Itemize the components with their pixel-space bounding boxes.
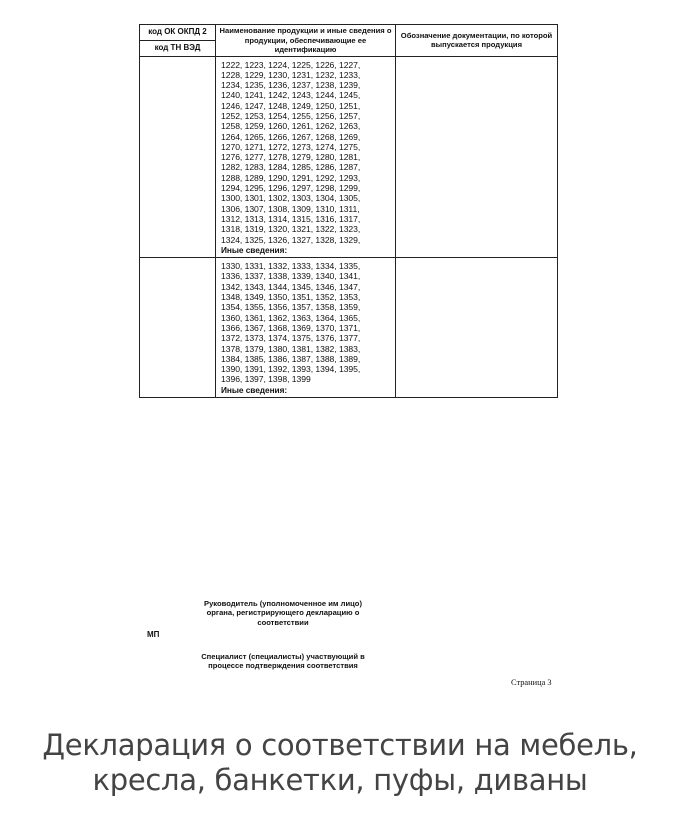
documentation-cell <box>396 56 558 258</box>
product-codes-line: 1234, 1235, 1236, 1237, 1238, 1239, <box>221 80 361 91</box>
table-row <box>140 56 558 258</box>
product-codes-line: 1378, 1379, 1380, 1381, 1382, 1383, <box>221 343 361 354</box>
product-codes-line: 1366, 1367, 1368, 1369, 1370, 1371, <box>221 322 361 333</box>
product-codes-line: 1306, 1307, 1308, 1309, 1310, 1311, <box>221 203 360 214</box>
stamp-label: МП <box>147 630 160 639</box>
head-signature-label <box>178 599 388 627</box>
head-signature-line2: органа, регистрирующего декларацию о <box>206 608 360 618</box>
product-codes-line: 1222, 1223, 1224, 1225, 1226, 1227, <box>221 59 361 70</box>
caption-line1: Декларация о соответствии на мебель, <box>42 728 638 762</box>
table-row <box>140 258 558 398</box>
head-signature-line3: соответствии <box>257 617 309 627</box>
product-codes-line: 1390, 1391, 1392, 1393, 1394, 1395, <box>221 364 361 375</box>
product-codes-line: 1312, 1313, 1314, 1315, 1316, 1317, <box>221 213 361 224</box>
product-codes-line: 1372, 1373, 1374, 1375, 1376, 1377, <box>221 333 361 344</box>
code-cell <box>140 258 216 398</box>
specialist-signature-line2: процессе подтверждения соответствия <box>208 661 358 671</box>
header-code-okpd: код ОК ОКПД 2 <box>140 25 216 41</box>
product-codes-line: 1354, 1355, 1356, 1357, 1358, 1359, <box>221 302 361 313</box>
product-codes-line: 1336, 1337, 1338, 1339, 1340, 1341, <box>221 271 361 282</box>
product-codes-line: 1294, 1295, 1296, 1297, 1298, 1299, <box>221 183 361 194</box>
page-number: Страница 3 <box>511 678 552 687</box>
header-code-tnved: код ТН ВЭД <box>140 40 216 56</box>
product-codes-line: 1348, 1349, 1350, 1351, 1352, 1353, <box>221 292 361 303</box>
product-codes-line: 1342, 1343, 1344, 1345, 1346, 1347, <box>221 281 361 292</box>
other-info-label: Иные сведения: <box>221 244 288 255</box>
caption <box>0 728 680 798</box>
product-codes-line: 1270, 1271, 1272, 1273, 1274, 1275, <box>221 141 361 152</box>
specialist-signature-label <box>176 652 390 671</box>
product-codes-line: 1300, 1301, 1302, 1303, 1304, 1305, <box>221 193 361 204</box>
header-documentation: Обозначение документации, по которой выпускается продукция <box>396 25 558 57</box>
product-codes-line: 1318, 1319, 1320, 1321, 1322, 1323, <box>221 224 361 235</box>
caption-line2: кресла, банкетки, пуфы, диваны <box>92 763 588 797</box>
product-codes-line: 1252, 1253, 1254, 1255, 1256, 1257, <box>221 110 361 121</box>
specialist-signature-line1: Специалист (специалисты) участвующий в <box>201 652 365 661</box>
product-codes-line: 1240, 1241, 1242, 1243, 1244, 1245, <box>221 90 361 101</box>
documentation-cell <box>396 258 558 398</box>
product-codes-line: 1396, 1397, 1398, 1399 <box>221 374 311 385</box>
product-codes-line: 1324, 1325, 1326, 1327, 1328, 1329, <box>221 234 361 245</box>
product-codes-line: 1330, 1331, 1332, 1333, 1334, 1335, <box>221 261 361 272</box>
other-info-label: Иные сведения: <box>221 384 288 395</box>
product-codes-cell <box>216 258 396 398</box>
product-codes-cell <box>216 56 396 258</box>
product-codes-line: 1276, 1277, 1278, 1279, 1280, 1281, <box>221 152 361 163</box>
product-codes-line: 1360, 1361, 1362, 1363, 1364, 1365, <box>221 312 361 323</box>
product-codes-line: 1264, 1265, 1266, 1267, 1268, 1269, <box>221 131 361 142</box>
header-product-name: Наименование продукции и иные сведения о продукции, обеспечивающие ее идентификацию <box>216 25 396 57</box>
table-header-row <box>140 25 558 41</box>
product-codes-line: 1258, 1259, 1260, 1261, 1262, 1263, <box>221 121 361 132</box>
product-codes-line: 1384, 1385, 1386, 1387, 1388, 1389, <box>221 353 361 364</box>
product-codes-line: 1228, 1229, 1230, 1231, 1232, 1233, <box>221 69 361 80</box>
product-codes-line: 1288, 1289, 1290, 1291, 1292, 1293, <box>221 172 361 183</box>
head-signature-line1: Руководитель (уполномоченное им лицо) <box>204 599 362 608</box>
product-codes-line: 1246, 1247, 1248, 1249, 1250, 1251, <box>221 100 361 111</box>
product-codes-line: 1282, 1283, 1284, 1285, 1286, 1287, <box>221 162 361 173</box>
products-table <box>139 24 558 398</box>
code-cell <box>140 56 216 258</box>
